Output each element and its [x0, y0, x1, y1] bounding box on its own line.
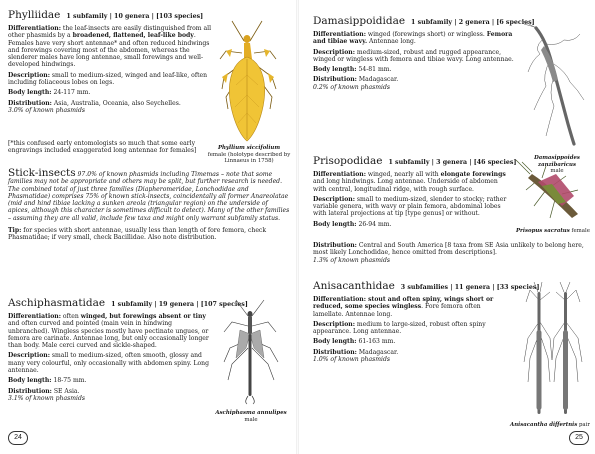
differentiation-text: Differentiation: winged, nearly all with elongate forewings and long hindwings. Long antennae. Underside of abdomen with central, longitudinal ridge, with rough surface. [313, 171, 506, 193]
phylliidae-footnote [8, 140, 208, 158]
body-length-text: Body length: 24-117 mm. [8, 89, 91, 97]
phylliidae-section [8, 7, 212, 117]
aschiphasma-annulipes-illustration [218, 300, 284, 406]
page-number: 24 [8, 431, 28, 445]
known-percent: 1.3% of known phasmids [313, 256, 390, 264]
differentiation-text: Differentiation: the leaf-insects are easily distinguished from all other phasmids by a broadened, flattened, leaf-like body. Females have very short antennae* and often reduced hindwings and forewings covering most of the abdomen, whereas the slenderer males have long antennae, small forewings and well-developed hindwings. [8, 25, 212, 69]
stick-insects-section [8, 167, 291, 245]
phyllium-caption: Phyllium siccifolium female (holotype described by Linnaeus in 1758) [207, 145, 291, 165]
family-name: Damasippoididae [313, 15, 406, 27]
footnote-text: [*this confused early entomologists so much that some early engravings included exaggerated long antennae for females] [8, 140, 197, 155]
prisopus-sacratus-illustration [516, 160, 588, 224]
tip-text: Tip: for species with short antennae, usually less than length of fore femora, check Phasmatidae; if very small, check Bacillidae. Also note distribution. [8, 227, 267, 242]
family-stats: 1 subfamily | 10 genera | [103 species] [66, 13, 204, 20]
family-name: Phylliidae [8, 9, 61, 21]
known-percent: 1.0% of known phasmids [313, 356, 390, 364]
distribution-text: Distribution: Madagascar. [313, 348, 399, 356]
family-stats: 1 subfamily | 2 genera | [6 species] [411, 19, 535, 26]
phylliidae-header [8, 7, 212, 23]
differentiation-text: Differentiation: stout and often spiny, wings short or reduced, some species wingless. Fore femora often lamellate. Antennae long. [313, 296, 494, 318]
prisopodidae-distribution [313, 242, 585, 267]
family-name: Anisacanthidae [313, 280, 395, 292]
anisacantha-caption: Anisacantha differtnis pair [510, 422, 590, 428]
stick-insects-heading: Stick-insects [8, 167, 76, 179]
distribution-text: Distribution: SE Asia. [8, 387, 80, 395]
family-stats: 1 subfamily | 19 genera | [107 species] [111, 301, 248, 308]
distribution-text: Distribution: Madagascar. [313, 76, 399, 84]
aschiphasma-caption: Aschiphasma annulipes male [215, 410, 287, 423]
right-page [298, 0, 595, 454]
known-percent: 3.1% of known phasmids [8, 394, 85, 402]
stick-insects-intro: Stick-insects 97.0% of known phasmids including Timemas – note that some families may not be appropriate and others may be split, but further research is needed. The combined total of just three families (Diapheromeridae, Lonchodidae and Phasmatidae) comprises 75% of known stick-insects, coincidentally all former Anareolatae (mid and hind tibiae lacking a sunken areola (triangular region) on the underside of apices, although this character is sometimes difficult to detect). Many of the other families – assuming they are all valid, include few taxa and might only warrant subfamily status. [8, 167, 290, 222]
description-text: Description: small to medium-sized, often smooth, glossy and many very colourful, only occasionally with abdomen spiny. Long antennae. [8, 352, 210, 375]
family-stats: 1 subfamily | 3 genera | [46 species] [388, 159, 517, 166]
family-name: Aschiphasmatidae [8, 297, 106, 309]
known-percent: 3.0% of known phasmids [8, 106, 85, 114]
left-page [0, 0, 297, 454]
page-number: 25 [569, 431, 589, 445]
damasippoides-caption: Damasippoides zanzibaricus male [534, 155, 580, 175]
differentiation-text: Differentiation: often winged, but forewings absent or tiny and often curved and pointed (main vein in hindwing unbranched). Wingless species mostly have pectinate ungues, or femora are carinate. Antennae long, but only occasionally longer than body. Male cerci curved and sickle-shaped. [8, 313, 209, 350]
anisacanthidae-header [313, 278, 540, 294]
aschiphasmatidae-section [8, 295, 248, 405]
description-text: Description: small to medium-sized, slender to stocky; rather variable genera, with wavy or plain femora, abdominal lobes with lateral projections at tip [type genus] or without. [313, 195, 507, 218]
damasippoididae-header [313, 13, 535, 29]
prisopodidae-header [313, 153, 517, 169]
body-length-text: Body length: 26-94 mm. [313, 220, 392, 228]
anisacanthidae-section [313, 278, 540, 366]
description-text: Description: small to medium-sized, winged and leaf-like, often including foliaceous lobes on legs. [8, 71, 208, 87]
known-percent: 0.2% of known phasmids [313, 83, 390, 91]
body-length-text: Body length: 54-81 mm. [313, 66, 392, 74]
family-stats: 3 subfamilies | 11 genera | [33 species] [400, 284, 540, 291]
differentiation-text: Differentiation: winged (forewings short) or wingless. Femora and tibiae wavy. Antennae long. [313, 31, 513, 46]
aschiphasmatidae-header [8, 295, 248, 311]
damasippoides-illustration [520, 20, 588, 148]
distribution-text: Distribution: Asia, Australia, Oceania, also Seychelles. [8, 99, 181, 107]
body-length-text: Body length: 18-75 mm. [8, 377, 87, 385]
distribution-text: Distribution: Central and South America [8 taxa from SE Asia unlikely to belong here, most likely Lonchodidae, hence omitted from descriptions]. [313, 242, 584, 257]
family-name: Prisopodidae [313, 155, 383, 167]
prisopus-caption: Prisopus sacratus female [516, 228, 590, 234]
damasippoididae-section [313, 13, 535, 94]
anisacantha-pair-illustration [520, 282, 586, 422]
body-length-text: Body length: 61-163 mm. [313, 338, 396, 346]
phyllium-siccifolium-illustration [216, 15, 282, 143]
prisopodidae-section [313, 153, 517, 231]
description-text: Description: medium-sized, robust and rugged appearance, winged or wingless with femora and tibiae wavy. Long antennae. [313, 48, 514, 63]
description-text: Description: medium to large-sized, robust often spiny appearance. Long antennae. [313, 320, 486, 336]
